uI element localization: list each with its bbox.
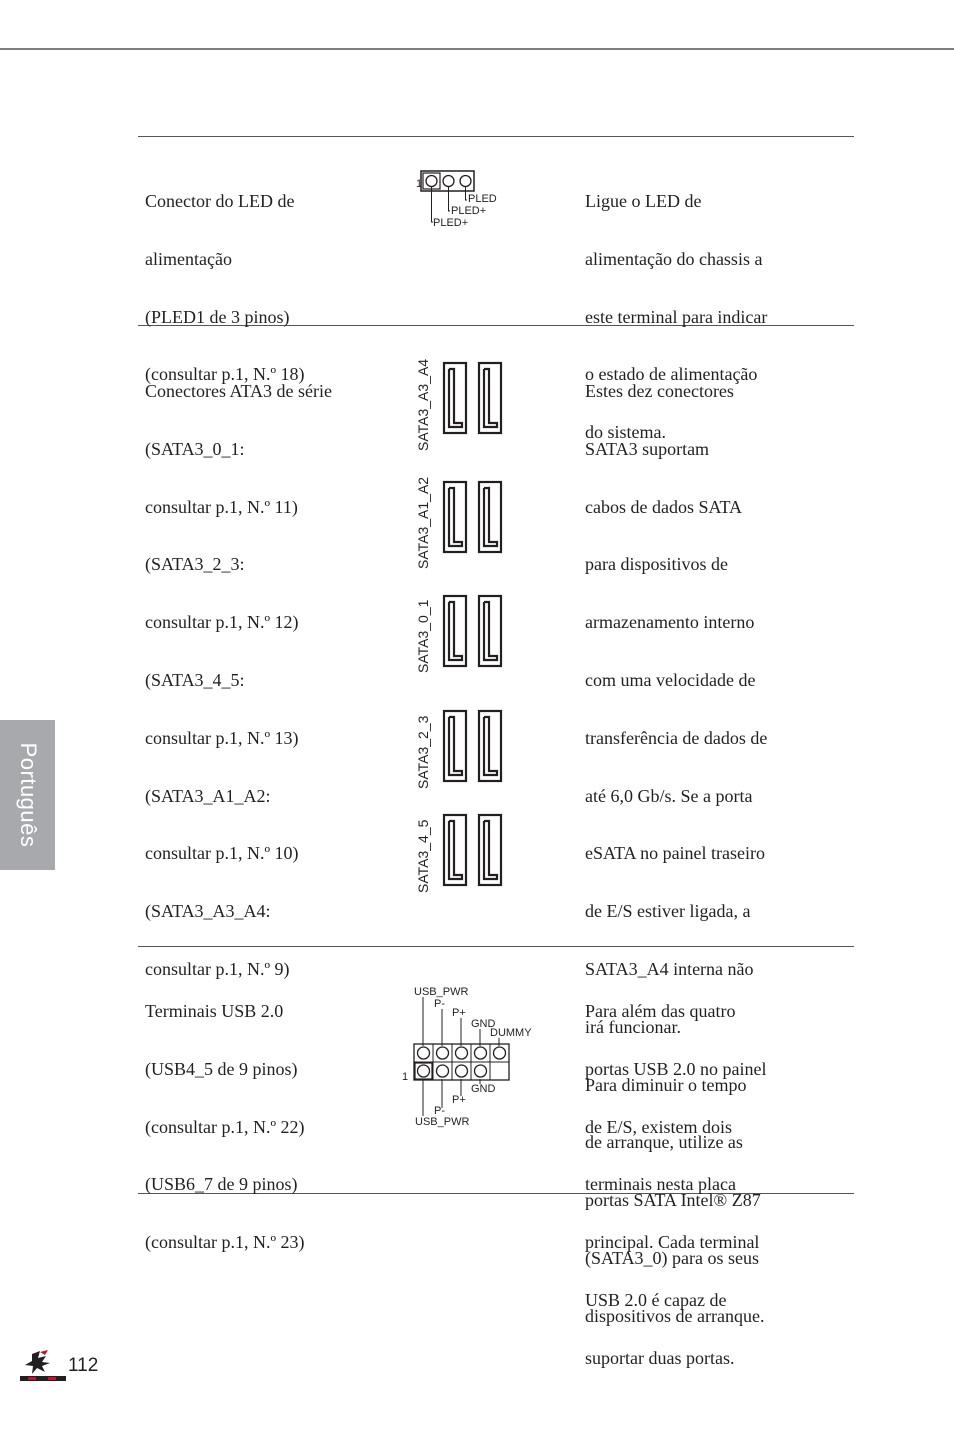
text-line: cabos de dados SATA — [585, 496, 743, 517]
text-line: consultar p.1, N.º 13) — [145, 727, 299, 748]
sata-connectors-diagram — [405, 355, 515, 900]
language-tab-label: Português — [15, 742, 41, 848]
text-line: (consultar p.1, N.º 18) — [145, 364, 305, 385]
pin1-label: 1 — [402, 1071, 409, 1083]
text-line: (USB4_5 de 9 pinos) — [145, 1058, 298, 1079]
text-line: (SATA3_A3_A4: — [145, 901, 271, 922]
dummy-label: DUMMY — [490, 1027, 532, 1039]
text-line: alimentação — [145, 248, 232, 269]
p-minus-bottom-label: P- — [434, 1105, 445, 1117]
text-line: (SATA3_0) para os seus — [585, 1248, 760, 1269]
usb-pwr-bottom-label: USB_PWR — [415, 1116, 470, 1128]
text-line: terminais nesta placa — [585, 1174, 736, 1195]
brand-logo-icon — [18, 1348, 68, 1388]
text-line: (SATA3_2_3: — [145, 554, 245, 575]
sata-label-4-5: SATA3_4_5 — [415, 819, 431, 893]
text-line: Terminais USB 2.0 — [145, 1000, 284, 1021]
text-line: portas USB 2.0 no painel — [585, 1058, 767, 1079]
language-side-tab — [0, 720, 55, 870]
text-line: portas SATA Intel® Z87 — [585, 1190, 761, 1211]
p-plus-bottom-label: P+ — [452, 1094, 466, 1106]
pled-plus-label: PLED+ — [451, 205, 487, 217]
pled-minus-label: PLED — [468, 193, 497, 205]
text-line: Para diminuir o tempo — [585, 1074, 747, 1095]
top-rule — [0, 48, 954, 50]
text-line: (consultar p.1, N.º 23) — [145, 1232, 305, 1253]
sata-description — [145, 348, 395, 1013]
text-line: alimentação do chassis a — [585, 248, 763, 269]
text-line: de arranque, utilize as — [585, 1132, 743, 1153]
text-line: (SATA3_4_5: — [145, 669, 245, 690]
text-line: Para além das quatro — [585, 1000, 736, 1021]
sata-label-2-3: SATA3_2_3 — [415, 715, 431, 789]
pled-plus-label: PLED+ — [433, 217, 469, 229]
text-line: irá funcionar. — [585, 1016, 681, 1037]
text-line: com uma velocidade de — [585, 669, 756, 690]
pin1-label: 1 — [416, 178, 423, 190]
text-line: Ligue o LED de — [585, 190, 702, 211]
text-line: SATA3_A4 interna não — [585, 959, 754, 980]
text-line: até 6,0 Gb/s. Se a porta — [585, 785, 753, 806]
text-line: consultar p.1, N.º 10) — [145, 843, 299, 864]
table-rule — [138, 136, 854, 137]
gnd-bottom-label: GND — [471, 1083, 496, 1095]
gnd-top-label: GND — [471, 1018, 496, 1030]
sata-label-a1-a2: SATA3_A1_A2 — [415, 476, 431, 569]
text-line: consultar p.1, N.º 12) — [145, 612, 299, 633]
usb-description — [145, 968, 395, 1286]
p-plus-top-label: P+ — [452, 1007, 466, 1019]
text-line: (SATA3_0_1: — [145, 438, 245, 459]
pled-connector-diagram — [410, 166, 510, 232]
text-line: de E/S estiver ligada, a — [585, 901, 751, 922]
text-line: para dispositivos de — [585, 554, 728, 575]
usb-header-diagram — [398, 980, 543, 1130]
text-line: suportar duas portas. — [585, 1347, 735, 1368]
text-line: USB 2.0 é capaz de — [585, 1289, 727, 1310]
text-line: SATA3 suportam — [585, 438, 710, 459]
sata-label-0-1: SATA3_0_1 — [415, 599, 431, 673]
text-line: (USB6_7 de 9 pinos) — [145, 1174, 298, 1195]
sata-label-a3-a4: SATA3_A3_A4 — [415, 358, 431, 451]
usb-explanation — [585, 968, 845, 1402]
text-line: (consultar p.1, N.º 22) — [145, 1116, 305, 1137]
text-line: dispositivos de arranque. — [585, 1305, 765, 1326]
text-line: Conector do LED de — [145, 190, 295, 211]
text-line: eSATA no painel traseiro — [585, 843, 766, 864]
text-line: transferência de dados de — [585, 727, 768, 748]
page-number: 112 — [68, 1355, 99, 1376]
text-line: o estado de alimentação — [585, 364, 758, 385]
text-line: armazenamento interno — [585, 612, 755, 633]
text-line: Estes dez conectores — [585, 380, 734, 401]
text-line: consultar p.1, N.º 9) — [145, 959, 290, 980]
text-line: consultar p.1, N.º 11) — [145, 496, 298, 517]
usb-pwr-top-label: USB_PWR — [414, 986, 469, 998]
text-line: de E/S, existem dois — [585, 1116, 732, 1137]
text-line: Conectores ATA3 de série — [145, 380, 333, 401]
p-minus-top-label: P- — [434, 998, 445, 1010]
text-line: do sistema. — [585, 422, 666, 443]
text-line: principal. Cada terminal — [585, 1232, 760, 1253]
text-line: este terminal para indicar — [585, 306, 768, 327]
text-line: (PLED1 de 3 pinos) — [145, 306, 290, 327]
text-line: (SATA3_A1_A2: — [145, 785, 271, 806]
